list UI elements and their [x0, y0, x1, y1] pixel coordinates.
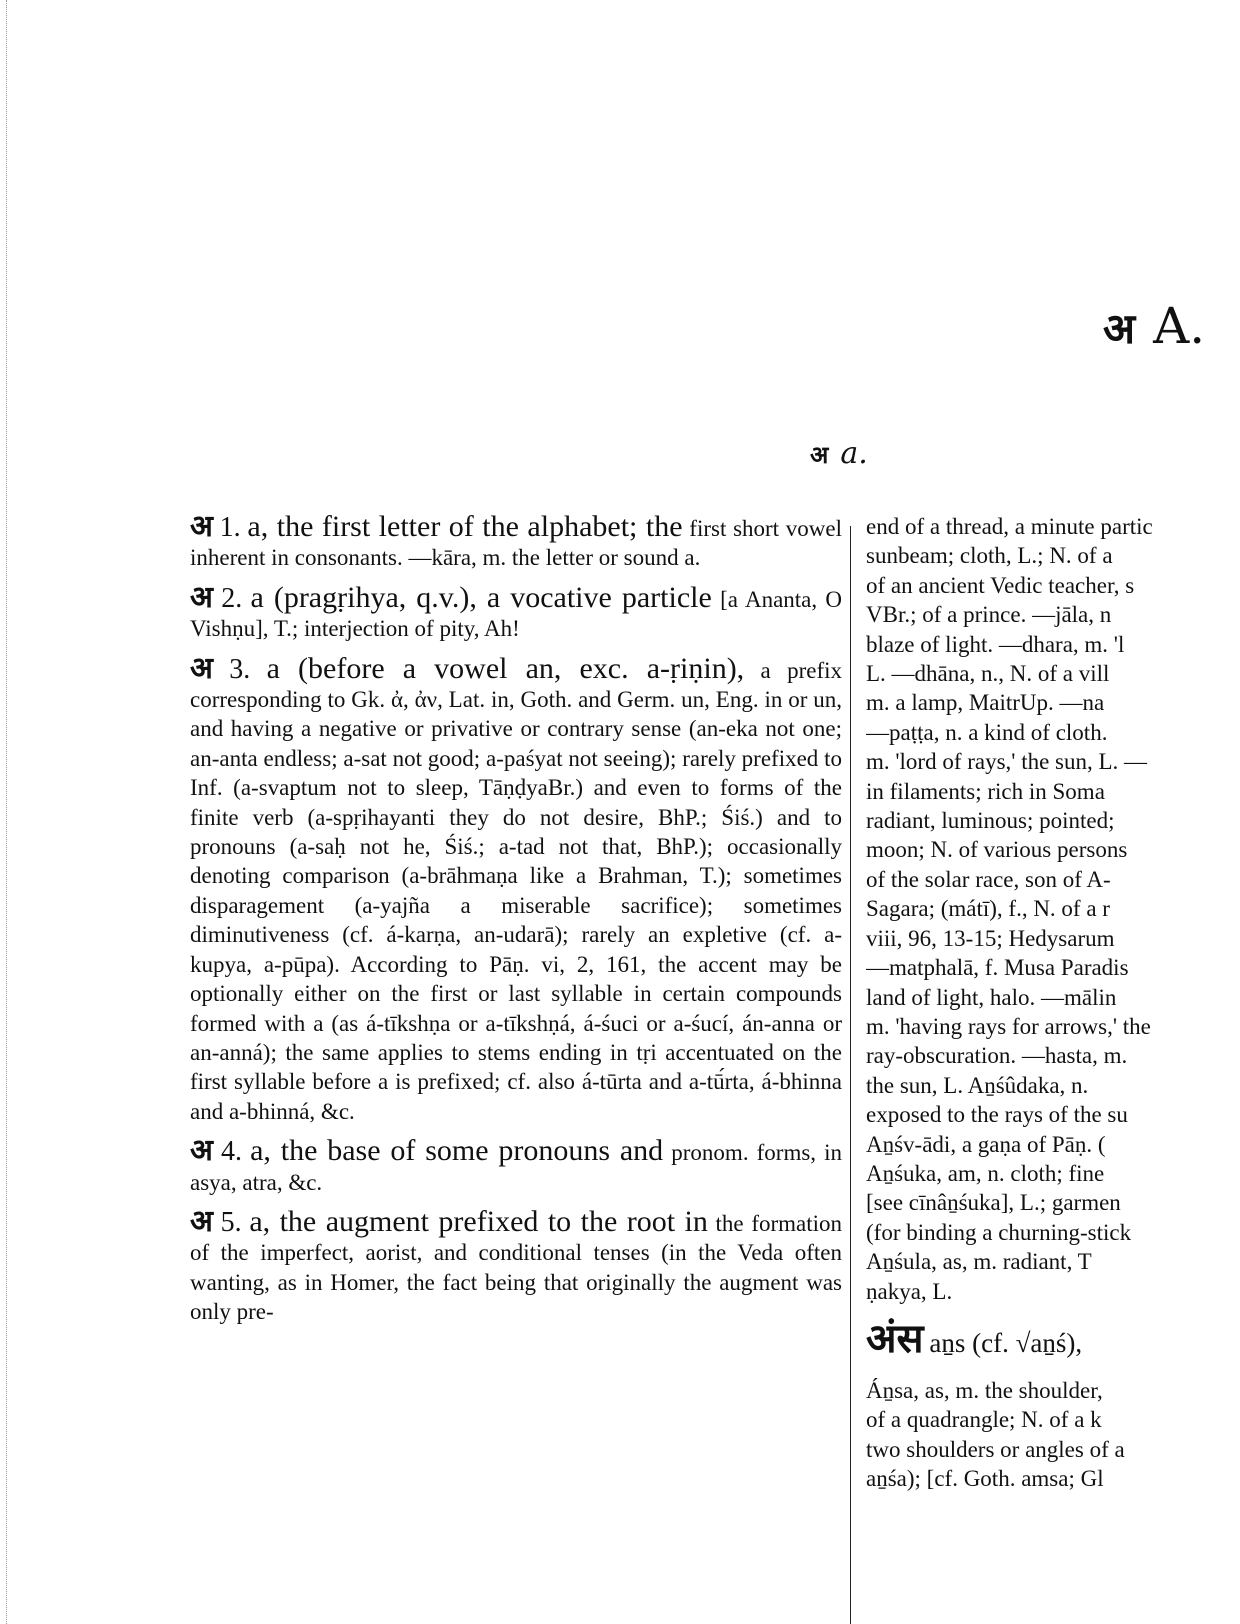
- right-line: [see cīnâṉśuka], L.; garmen: [866, 1190, 1121, 1216]
- right-line: radiant, luminous; pointed;: [866, 808, 1115, 834]
- entry-headword-devanagari: अ: [190, 651, 213, 685]
- dictionary-entry-3: [190, 651, 842, 1127]
- right-line: two shoulders or angles of a: [866, 1436, 1125, 1462]
- page-edge: [6, 0, 8, 1624]
- right-line: of a quadrangle; N. of a k: [866, 1407, 1102, 1433]
- entry-lead: a, the first letter of the alphabet; the: [247, 512, 683, 543]
- entry-lead: a, the augment prefixed to the root in: [249, 1204, 708, 1238]
- section-heading-latin: a.: [840, 436, 868, 471]
- right-line: ṇakya, L.: [866, 1278, 953, 1304]
- right-line: Aṉśuka, am, n. cloth; fine: [866, 1160, 1105, 1186]
- root-entry: [866, 1316, 1240, 1368]
- dictionary-entry-1: [190, 512, 842, 573]
- right-line: m. a lamp, MaitrUp. —na: [866, 690, 1105, 716]
- entry-body: a prefix corresponding to Gk. ἀ, ἀν, Lat. in, Goth. and Germ. un, Eng. in or un, and having a negative or privative or contrary sense (an-eka not one; an-anta endless; a-sat not good; a-paśyat not seeing); rarely prefixed to Inf. (a-svaptum not to sleep, TāṇḍyaBr.) and even to forms of the finite verb (a-spṛihayanti they do not desire, BhP.; Śiś.) and to pronouns (a-saḥ not he, Śiś.; a-tad not that, BhP.); occasionally denoting comparison (a-brāhmaṇa like a Brahman, T.); sometimes disparagement (a-yajña a miserable sacrifice); sometimes diminutiveness (cf. á-karṇa, an-udarā); rarely an expletive (cf. a-kupya, a-pūpa). According to Pāṇ. vi, 2, 161, the accent may be optionally either on the first or last syllable in certain compounds formed with a (as á-tīkshṇa or a-tīkshṇá, á-śuci or a-śucí, án-anna or an-anná); the same applies to stems ending in tṛi accentuated on the first syllable before a is prefixed; cf. also á-tūrta and a-tū́rta, á-bhinna and a-bhinná, &c.: [190, 657, 842, 1124]
- right-line: aṉśa); [cf. Goth. amsa; Gl: [866, 1466, 1104, 1492]
- dictionary-entry-2: [190, 580, 842, 644]
- entry-body: the formation of the imperfect, aorist, and conditional tenses (in the Veda often wanting, as in Homer, the fact being that originally the augment was only pre-: [190, 1210, 842, 1325]
- right-column: [866, 512, 1240, 1494]
- section-heading: [810, 436, 868, 473]
- right-line: in filaments; rich in Soma: [866, 778, 1105, 804]
- right-line: Aṉśula, as, m. radiant, T: [866, 1249, 1092, 1275]
- page-heading-latin: A.: [1153, 297, 1206, 355]
- root-devanagari: अंस: [866, 1315, 924, 1361]
- entry-number: 4.: [221, 1136, 243, 1168]
- right-line: exposed to the rays of the su: [866, 1102, 1128, 1128]
- dictionary-entry-4: [190, 1136, 842, 1197]
- right-line: of an ancient Vedic teacher, s: [866, 572, 1135, 598]
- right-line: Áṉsa, as, m. the shoulder,: [866, 1377, 1103, 1403]
- right-line: —matphalā, f. Musa Paradis: [866, 955, 1129, 981]
- entry-body: [a Ananta, O Vishṇu], T.; interjection of pity, Ah!: [190, 586, 842, 642]
- entry-lead: a (before a vowel an, exc. a-ṛiṇin),: [266, 651, 745, 685]
- entry-headword-devanagari: अ: [190, 512, 213, 543]
- entry-number: 5.: [220, 1206, 242, 1238]
- right-line: m. 'having rays for arrows,' the: [866, 1013, 1151, 1039]
- left-column: [190, 512, 842, 1337]
- entry-headword-devanagari: अ: [190, 1204, 213, 1238]
- column-divider: [850, 526, 851, 1624]
- dictionary-entry-5: [190, 1204, 842, 1327]
- entry-number: 1.: [219, 512, 241, 543]
- right-line: of the solar race, son of A-: [866, 866, 1111, 892]
- entry-number: 3.: [229, 653, 251, 685]
- right-line: VBr.; of a prince. —jāla, n: [866, 602, 1112, 628]
- page-heading-devanagari: अ: [1103, 304, 1136, 353]
- entry-number: 2.: [221, 582, 243, 614]
- right-line: the sun, L. Aṉśûdaka, n.: [866, 1072, 1089, 1098]
- right-line: Sagara; (mátī), f., N. of a r: [866, 896, 1110, 922]
- page-heading: [1103, 296, 1205, 359]
- right-line: —paṭṭa, n. a kind of cloth.: [866, 719, 1108, 745]
- entry-lead: a (pragṛihya, q.v.), a vocative particle: [250, 580, 712, 614]
- entry-headword-devanagari: अ: [190, 580, 213, 614]
- entry-body: first short vowel inherent in consonants. —kāra, m. the letter or sound a.: [190, 516, 842, 571]
- right-line: land of light, halo. —mālin: [866, 984, 1117, 1010]
- section-heading-devanagari: अ: [810, 440, 829, 469]
- root-text: aṉs (cf. √aṉś),: [929, 1327, 1083, 1358]
- right-line: L. —dhāna, n., N. of a vill: [866, 661, 1110, 687]
- right-line: sunbeam; cloth, L.; N. of a: [866, 543, 1113, 569]
- entry-body: pronom. forms, in asya, atra, &c.: [190, 1140, 842, 1195]
- entry-lead: a, the base of some pronouns and: [250, 1134, 664, 1168]
- right-line: viii, 96, 13-15; Hedysarum: [866, 925, 1115, 951]
- entry-headword-devanagari: अ: [190, 1134, 213, 1168]
- right-line: end of a thread, a minute partic: [866, 514, 1153, 539]
- right-line: Aṉśv-ādi, a gaṇa of Pāṇ. (: [866, 1131, 1106, 1157]
- right-line: moon; N. of various persons: [866, 837, 1128, 863]
- right-line: (for binding a churning-stick: [866, 1219, 1132, 1245]
- right-line: ray-obscuration. —hasta, m.: [866, 1043, 1128, 1069]
- right-line: m. 'lord of rays,' the sun, L. —: [866, 749, 1148, 775]
- right-line: blaze of light. —dhara, m. 'l: [866, 631, 1125, 657]
